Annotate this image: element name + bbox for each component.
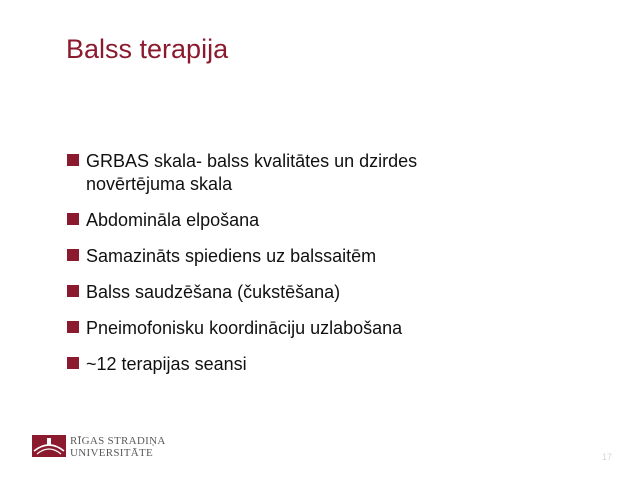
bullet-text: ~12 terapijas seansi bbox=[86, 354, 247, 374]
logo-line-1: RĪGAS STRADIŅA bbox=[70, 435, 166, 447]
page-number: 17 bbox=[601, 452, 612, 462]
square-bullet-icon bbox=[67, 213, 79, 225]
bullet-item bbox=[66, 209, 506, 232]
logo-text bbox=[70, 435, 166, 459]
square-bullet-icon bbox=[67, 285, 79, 297]
bullet-item bbox=[66, 353, 506, 376]
bullet-item bbox=[66, 317, 506, 340]
university-logo bbox=[32, 433, 172, 463]
square-bullet-icon bbox=[67, 154, 79, 166]
bullet-item bbox=[66, 150, 506, 196]
bullet-item bbox=[66, 245, 506, 268]
slide-title: Balss terapija bbox=[66, 34, 229, 64]
bullet-item bbox=[66, 281, 506, 304]
square-bullet-icon bbox=[67, 357, 79, 369]
bullet-text: Abdomināla elpošana bbox=[86, 210, 260, 230]
bullet-list bbox=[66, 150, 506, 389]
square-bullet-icon bbox=[67, 321, 79, 333]
bullet-text: GRBAS skala- balss kvalitātes un dzirdes novērtējuma skala bbox=[86, 151, 418, 194]
bullet-text: Balss saudzēšana (čukstēšana) bbox=[86, 282, 341, 302]
bullet-text: Pneimofonisku koordināciju uzlabošana bbox=[86, 318, 403, 338]
university-emblem-icon bbox=[32, 435, 66, 457]
bullet-text: Samazināts spiediens uz balssaitēm bbox=[86, 246, 377, 266]
logo-line-2: UNIVERSITĀTE bbox=[70, 447, 154, 459]
square-bullet-icon bbox=[67, 249, 79, 261]
